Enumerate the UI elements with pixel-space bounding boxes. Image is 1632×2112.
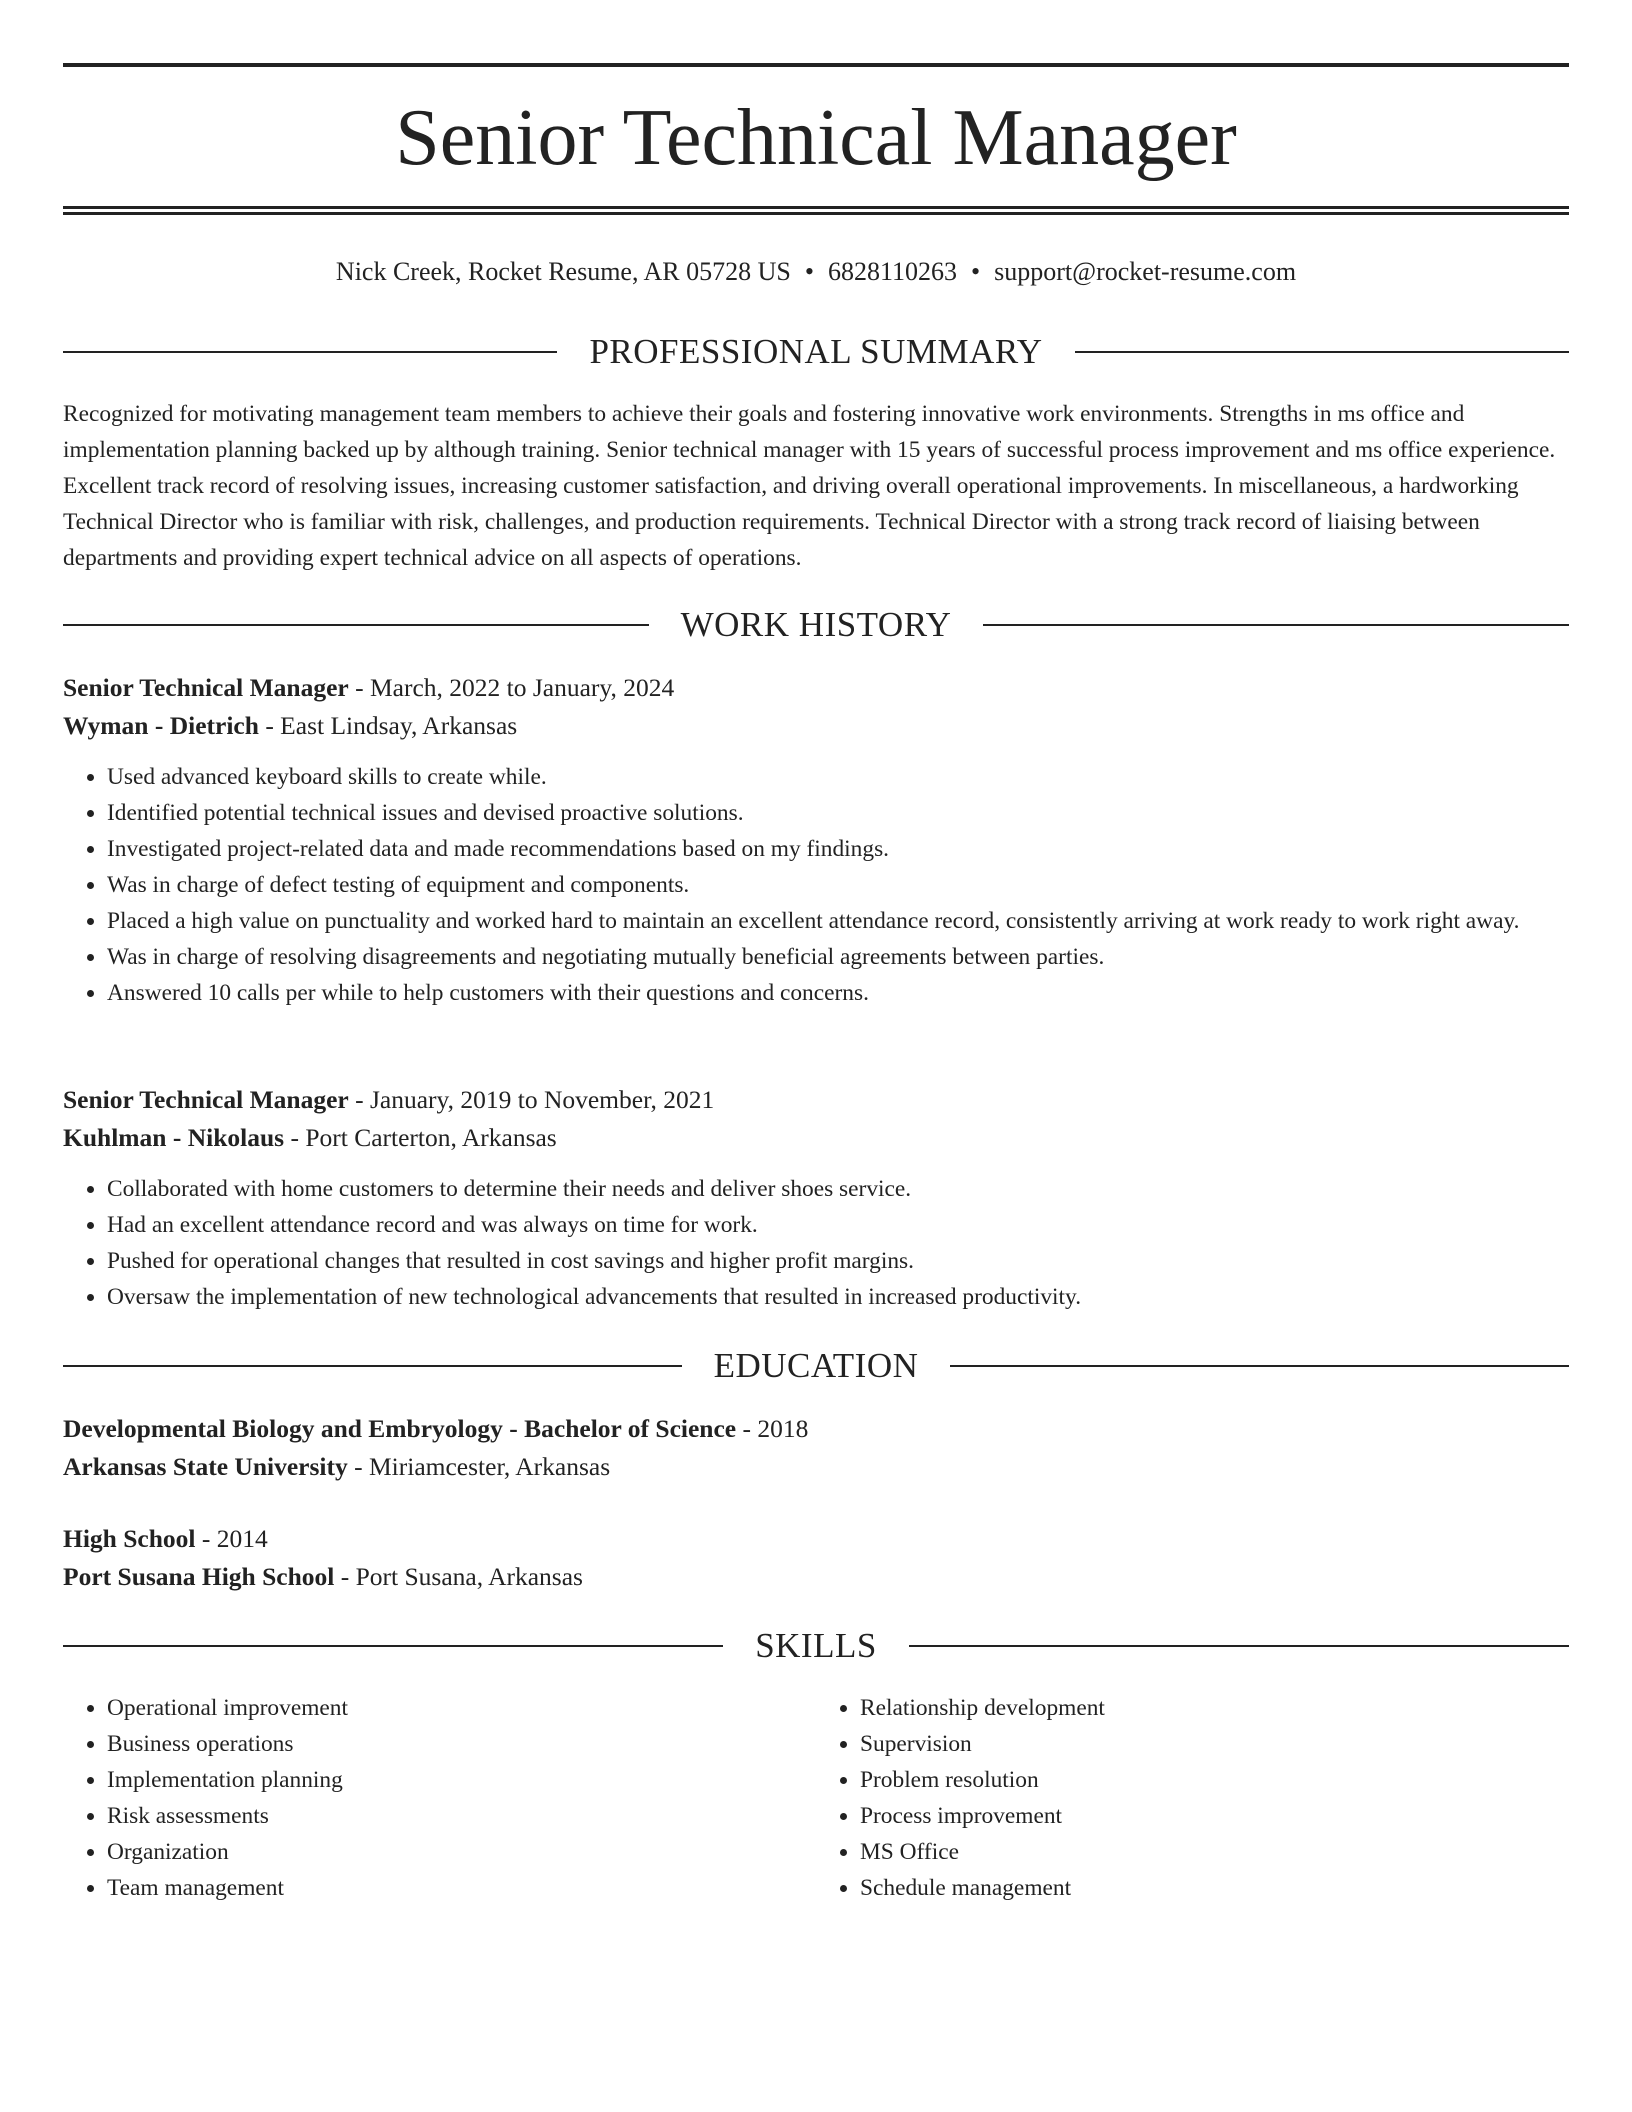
education-location: - Port Susana, Arkansas (334, 1562, 583, 1591)
section-title-summary: PROFESSIONAL SUMMARY (589, 332, 1043, 371)
job-entry (63, 1081, 1569, 1315)
job-bullet: • Was in charge of resolving disagreements and negotiating mutually beneficial agreements between parties. (107, 939, 1569, 975)
section-title-work-history: WORK HISTORY (680, 605, 952, 644)
section-heading-skills (63, 1624, 1569, 1668)
job-title: Senior Technical Manager (63, 673, 349, 702)
job-bullet: • Investigated project-related data and made recommendations based on my findings. (107, 831, 1569, 867)
job-company: Wyman - Dietrich (63, 711, 259, 740)
job-dates: - January, 2019 to November, 2021 (348, 1085, 715, 1114)
heading-rule-right (909, 1645, 1569, 1647)
contact-line (63, 252, 1569, 292)
skill-item: • Problem resolution (860, 1762, 1569, 1798)
skill-item: • Team management (107, 1870, 816, 1906)
job-company: Kuhlman - Nikolaus (63, 1123, 285, 1152)
job-bullet: • Had an excellent attendance record and was always on time for work. (107, 1207, 1569, 1243)
skill-item: • Business operations (107, 1726, 816, 1762)
education-school: Arkansas State University (63, 1452, 348, 1481)
heading-rule-left (63, 351, 557, 353)
contact-address: Nick Creek, Rocket Resume, AR 05728 US (335, 257, 791, 286)
section-heading-education (63, 1344, 1569, 1388)
job-company-line (63, 707, 1569, 745)
job-bullet: • Used advanced keyboard skills to create while. (107, 759, 1569, 795)
title-double-rule (63, 206, 1569, 215)
resume-title: Senior Technical Manager (395, 94, 1237, 182)
contact-separator: • (804, 257, 814, 286)
heading-rule-left (63, 1365, 682, 1367)
job-bullet: • Oversaw the implementation of new technological advancements that resulted in increased productivity. (107, 1279, 1569, 1315)
education-school-line (63, 1448, 1569, 1486)
contact-email: support@rocket-resume.com (994, 257, 1297, 286)
skill-item: • Operational improvement (107, 1690, 816, 1726)
summary-text: Recognized for motivating management team members to achieve their goals and fostering innovative work environments. Strengths in ms office and implementation planning backed up by although training. Senior technical manager with 15 years of successful process improvement and ms office experience. Excellent track record of resolving issues, increasing customer satisfaction, and driving overall operational improvements. In miscellaneous, a hardworking Technical Director who is familiar with risk, challenges, and production requirements. Technical Director with a strong track record of liaising between departments and providing expert technical advice on all aspects of operations. (63, 401, 1556, 571)
education-degree-line (63, 1520, 1569, 1558)
section-heading-summary (63, 330, 1569, 374)
job-title-line (63, 669, 1569, 707)
education-year: - 2018 (736, 1414, 809, 1443)
job-entry (63, 669, 1569, 1011)
job-company-line (63, 1119, 1569, 1157)
education-year: - 2014 (195, 1524, 268, 1553)
job-title-line (63, 1081, 1569, 1119)
section-title-education: EDUCATION (713, 1346, 919, 1385)
education-degree: Developmental Biology and Embryology - Bachelor of Science (63, 1414, 737, 1443)
skill-item: • Relationship development (860, 1690, 1569, 1726)
job-bullet: • Placed a high value on punctuality and worked hard to maintain an excellent attendance record, consistently arriving at work ready to work right away. (107, 903, 1569, 939)
heading-rule-right (950, 1365, 1569, 1367)
education-school-line (63, 1558, 1569, 1596)
skill-item: • MS Office (860, 1834, 1569, 1870)
job-location: - Port Carterton, Arkansas (284, 1123, 557, 1152)
contact-separator: • (971, 257, 981, 286)
skills-list-left (63, 1690, 816, 1906)
job-bullets (63, 759, 1569, 1011)
job-location: - East Lindsay, Arkansas (258, 711, 518, 740)
job-bullet: • Answered 10 calls per while to help customers with their questions and concerns. (107, 975, 1569, 1011)
heading-rule-left (63, 1645, 723, 1647)
skills-columns (63, 1690, 1569, 1906)
job-dates: - March, 2022 to January, 2024 (348, 673, 675, 702)
contact-phone: 6828110263 (827, 257, 958, 286)
heading-rule-right (983, 624, 1569, 626)
skill-item: • Risk assessments (107, 1798, 816, 1834)
skills-list-right (816, 1690, 1569, 1906)
job-bullet: • Pushed for operational changes that resulted in cost savings and higher profit margins. (107, 1243, 1569, 1279)
skill-item: • Organization (107, 1834, 816, 1870)
education-location: - Miriamcester, Arkansas (347, 1452, 611, 1481)
skill-item: • Supervision (860, 1726, 1569, 1762)
education-entry (63, 1410, 1569, 1486)
job-bullet: • Identified potential technical issues and devised proactive solutions. (107, 795, 1569, 831)
skill-item: • Process improvement (860, 1798, 1569, 1834)
heading-rule-right (1075, 351, 1569, 353)
section-heading-work-history (63, 603, 1569, 647)
skill-item: • Schedule management (860, 1870, 1569, 1906)
section-title-skills: SKILLS (755, 1626, 877, 1665)
job-title: Senior Technical Manager (63, 1085, 349, 1114)
job-bullet: • Collaborated with home customers to determine their needs and deliver shoes service. (107, 1171, 1569, 1207)
education-entry (63, 1520, 1569, 1596)
top-rule (63, 63, 1569, 67)
education-degree: High School (63, 1524, 196, 1553)
education-school: Port Susana High School (63, 1562, 335, 1591)
skill-item: • Implementation planning (107, 1762, 816, 1798)
job-bullets (63, 1171, 1569, 1315)
education-degree-line (63, 1410, 1569, 1448)
heading-rule-left (63, 624, 649, 626)
job-bullet: • Was in charge of defect testing of equipment and components. (107, 867, 1569, 903)
